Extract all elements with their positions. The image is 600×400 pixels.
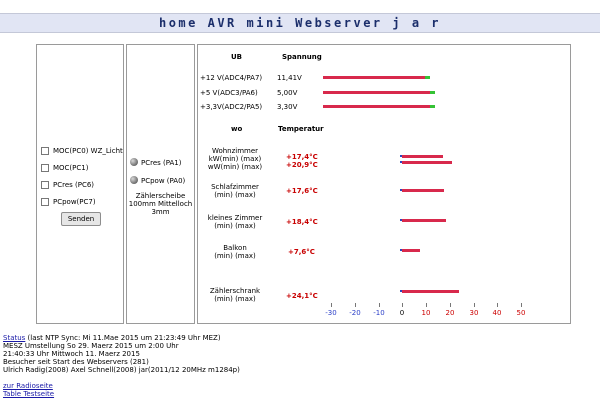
bar-fill <box>402 155 443 158</box>
temp-value: +24,1°C <box>286 292 318 300</box>
voltage-value: 3,30V <box>277 103 298 111</box>
ntp-sync-text: (last NTP Sync: Mi 11.Mae 2015 um 21:23:49 Uhr MEZ) <box>25 334 221 342</box>
checkbox-label: PCpow(PC7) <box>53 198 96 206</box>
axis-tick <box>379 303 380 307</box>
checkbox-pcpow-pc7[interactable] <box>41 198 49 206</box>
axis-tick <box>521 303 522 307</box>
footer-line: MESZ Umstellung So 29. Maerz 2015 um 2:00 Uhr <box>3 342 179 350</box>
bar-fill <box>323 105 430 108</box>
footer-line: 21:40:33 Uhr Mittwoch 11. Maerz 2015 <box>3 350 140 358</box>
indicator-label: PCres (PA1) <box>141 159 182 167</box>
status-link[interactable]: Status <box>3 334 26 342</box>
bar-fill <box>402 290 459 293</box>
axis-tick <box>474 303 475 307</box>
room-minmax: (min) (max) <box>214 191 256 199</box>
axis-tick-label: -10 <box>373 309 385 317</box>
measurements-panel <box>197 44 571 324</box>
send-button[interactable]: Senden <box>61 212 101 226</box>
checkbox-moc-pc1[interactable] <box>41 164 49 172</box>
table-test-link[interactable]: Table Testseite <box>3 390 55 398</box>
room-minmax: (min) (max) <box>214 295 256 303</box>
axis-tick-label: 10 <box>421 309 431 317</box>
checkbox-label: PCres (PC6) <box>53 181 95 189</box>
axis-tick-label: 50 <box>516 309 526 317</box>
bar-fill <box>402 219 446 222</box>
wo-header: wo <box>231 125 243 133</box>
bar-fill <box>323 76 425 79</box>
spacer <box>3 374 240 382</box>
room-minmax: kW(min) (max) <box>208 155 262 163</box>
voltage-label: +3,3V(ADC2/PA5) <box>200 103 263 111</box>
temperatur-header: Temperatur <box>278 125 324 133</box>
checkbox-label: MOC(PC0) WZ_Licht <box>53 147 123 155</box>
voltage-value: 11,41V <box>277 74 302 82</box>
status-led-icon <box>130 158 138 166</box>
room-name: Zählerschrank <box>209 287 261 295</box>
checkbox-pcres-pc6[interactable] <box>41 181 49 189</box>
status-led-icon <box>130 176 138 184</box>
temp-value: +20,9°C <box>286 161 318 169</box>
note-line: 100mm Mittelloch <box>128 200 193 208</box>
bar-fill <box>402 249 420 252</box>
outputs-panel <box>36 44 124 324</box>
temp-value: +7,6°C <box>288 248 315 256</box>
room-name: Balkon <box>223 244 247 252</box>
note-line: 3mm <box>151 208 170 216</box>
spannung-header: Spannung <box>282 53 322 61</box>
status-line <box>3 334 240 342</box>
footer <box>3 334 240 398</box>
axis-tick-label: 30 <box>469 309 479 317</box>
axis-tick <box>497 303 498 307</box>
room-minmax: wW(min) (max) <box>207 163 263 171</box>
note-line: Zählerscheibe <box>135 192 186 200</box>
checkbox-moc-pc0[interactable] <box>41 147 49 155</box>
bar-fill <box>402 161 452 164</box>
voltage-label: +12 V(ADC4/PA7) <box>200 74 263 82</box>
ub-header: UB <box>231 53 243 61</box>
footer-line: Ulrich Radig(2008) Axel Schnell(2008) jar(2011/12 20MHz m1284p) <box>3 366 240 374</box>
temp-value: +17,6°C <box>286 187 318 195</box>
page-title: home AVR mini Webserver j a r <box>0 13 600 33</box>
room-name: Schlafzimmer <box>211 183 259 191</box>
voltage-value: 5,00V <box>277 89 298 97</box>
room-label-wohnzimmer <box>198 147 272 171</box>
axis-tick-label: 0 <box>399 309 405 317</box>
temp-value: +17,4°C <box>286 153 318 161</box>
axis-tick-label: -30 <box>325 309 337 317</box>
temp-value: +18,4°C <box>286 218 318 226</box>
indicator-label: PCpow (PA0) <box>141 177 186 185</box>
room-label-balkon <box>198 244 272 260</box>
inputs-panel <box>126 44 195 324</box>
axis-tick-label: -20 <box>349 309 361 317</box>
meter-note <box>127 192 194 216</box>
temperature-axis <box>198 301 570 321</box>
room-minmax: (min) (max) <box>214 252 256 260</box>
room-label-schlafzimmer <box>198 183 272 199</box>
axis-tick-label: 20 <box>445 309 455 317</box>
axis-tick <box>402 303 403 307</box>
bar-end <box>430 91 435 94</box>
axis-tick <box>331 303 332 307</box>
room-name: Wohnzimmer <box>211 147 259 155</box>
footer-line: Besucher seit Start des Webservers (281) <box>3 358 149 366</box>
bar-fill <box>402 189 444 192</box>
bar-end <box>425 76 430 79</box>
bar-end <box>430 105 435 108</box>
room-minmax: (min) (max) <box>214 222 256 230</box>
voltage-label: +5 V(ADC3/PA6) <box>200 89 258 97</box>
bar-fill <box>323 91 430 94</box>
axis-tick-label: 40 <box>492 309 502 317</box>
axis-tick <box>355 303 356 307</box>
axis-tick <box>426 303 427 307</box>
room-label-kleines-zimmer <box>198 214 272 230</box>
radio-page-link[interactable]: zur Radioseite <box>3 382 53 390</box>
axis-tick <box>450 303 451 307</box>
checkbox-label: MOC(PC1) <box>53 164 89 172</box>
room-name: kleines Zimmer <box>207 214 263 222</box>
